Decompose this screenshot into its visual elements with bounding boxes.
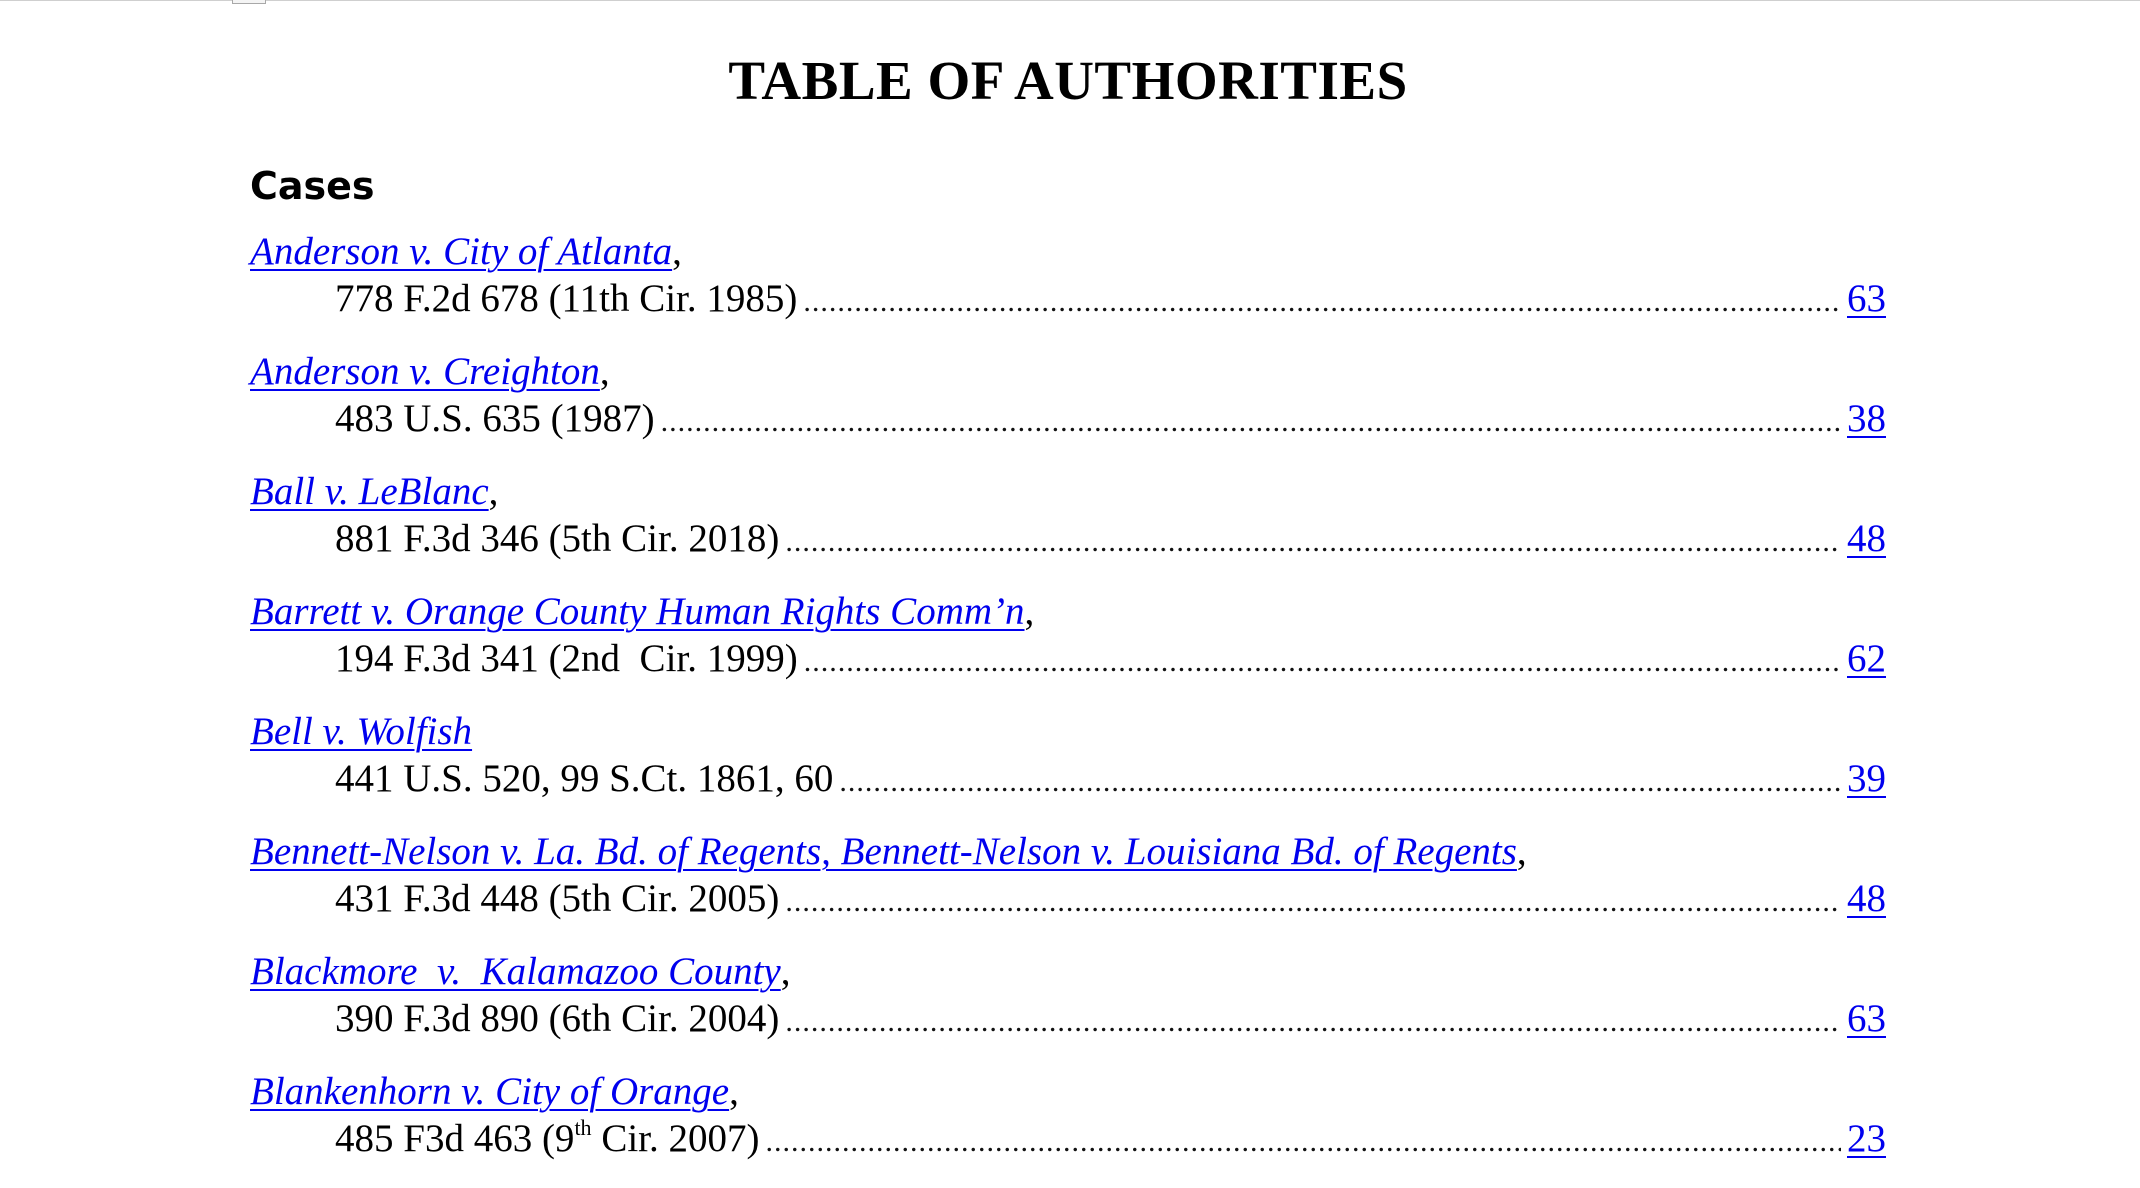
dot-leader — [785, 519, 1841, 565]
dot-leader — [803, 279, 1841, 325]
page-reference-link[interactable]: 62 — [1847, 637, 1886, 680]
citation-line — [250, 996, 1886, 1042]
case-name-line — [250, 348, 1886, 396]
citation-text — [335, 1116, 759, 1162]
case-name-link[interactable]: Blackmore v. Kalamazoo County — [250, 950, 781, 993]
citation-text — [335, 276, 797, 322]
case-name-link[interactable]: Ball v. LeBlanc — [250, 470, 489, 513]
citation-main: 194 F.3d 341 (2nd Cir. 1999) — [335, 637, 798, 680]
section-heading-cases: Cases — [250, 164, 375, 208]
dot-leader — [839, 759, 1841, 805]
case-name-line — [250, 708, 1886, 756]
citation-main: 881 F.3d 346 (5th Cir. 2018) — [335, 517, 780, 560]
citation-text — [335, 636, 798, 682]
authority-entry — [250, 828, 1886, 948]
case-trailing-comma: , — [1024, 590, 1035, 633]
authority-entry — [250, 1068, 1886, 1188]
citation-main: 431 F.3d 448 (5th Cir. 2005) — [335, 877, 780, 920]
citation-superscript: th — [574, 1115, 592, 1140]
authority-entry — [250, 708, 1886, 828]
case-name-link[interactable]: Bennett-Nelson v. La. Bd. of Regents, Bennett-Nelson v. Louisiana Bd. of Regents — [250, 830, 1517, 873]
citation-line — [250, 516, 1886, 562]
authority-entry — [250, 948, 1886, 1068]
citation-main: 390 F.3d 890 (6th Cir. 2004) — [335, 997, 780, 1040]
case-name-line — [250, 588, 1886, 636]
citation-text — [335, 996, 779, 1042]
case-name-line — [250, 468, 1886, 516]
case-name-link[interactable]: Blankenhorn v. City of Orange — [250, 1070, 730, 1113]
dot-leader — [804, 639, 1841, 685]
dot-leader — [661, 399, 1841, 445]
case-name-link[interactable]: Anderson v. City of Atlanta — [250, 230, 673, 273]
citation-rest: Cir. 2007) — [591, 1117, 760, 1160]
citation-main: 483 U.S. 635 (1987) — [335, 397, 655, 440]
case-name-link[interactable]: Anderson v. Creighton — [250, 350, 600, 393]
page-reference-link[interactable]: 63 — [1847, 277, 1886, 320]
citation-line — [250, 756, 1886, 802]
citation-text — [335, 876, 779, 922]
citation-line — [250, 636, 1886, 682]
page-reference-link[interactable]: 48 — [1847, 877, 1886, 920]
page-reference-link[interactable]: 39 — [1847, 757, 1886, 800]
case-name-line — [250, 828, 1886, 876]
authority-entry — [250, 348, 1886, 468]
citation-text — [335, 396, 655, 442]
page-reference-link[interactable]: 23 — [1847, 1117, 1886, 1160]
authority-entry — [250, 468, 1886, 588]
page-reference-link[interactable]: 38 — [1847, 397, 1886, 440]
page-reference-link[interactable]: 48 — [1847, 517, 1886, 560]
citation-main: 485 F3d 463 (9 — [335, 1117, 575, 1160]
authority-entry — [250, 588, 1886, 708]
citation-line — [250, 876, 1886, 922]
case-name-line — [250, 948, 1886, 996]
case-trailing-comma: , — [1516, 830, 1527, 873]
case-trailing-comma: , — [488, 470, 499, 513]
dot-leader — [765, 1119, 1841, 1165]
page-reference-link[interactable]: 63 — [1847, 997, 1886, 1040]
authorities-list — [250, 228, 1886, 1188]
page-top-border — [0, 0, 2140, 1]
case-trailing-comma: , — [599, 350, 610, 393]
case-trailing-comma: , — [672, 230, 682, 273]
dot-leader — [785, 879, 1841, 925]
case-name-link[interactable]: Barrett v. Orange County Human Rights Comm’n — [250, 590, 1025, 633]
authority-entry — [250, 228, 1886, 348]
citation-text — [335, 756, 833, 802]
page-corner-marker — [232, 0, 266, 4]
case-trailing-comma: , — [729, 1070, 739, 1113]
citation-text — [335, 516, 779, 562]
case-name-line — [250, 228, 1886, 276]
case-name-link[interactable]: Bell v. Wolfish — [250, 710, 473, 753]
citation-main: 441 U.S. 520, 99 S.Ct. 1861, 60 — [335, 757, 834, 800]
citation-main: 778 F.2d 678 (11th Cir. 1985) — [335, 277, 798, 320]
citation-line — [250, 396, 1886, 442]
citation-line — [250, 1116, 1886, 1162]
citation-line — [250, 276, 1886, 322]
dot-leader — [785, 999, 1841, 1045]
page-title: TABLE OF AUTHORITIES — [728, 50, 1408, 111]
case-name-line — [250, 1068, 1886, 1116]
case-trailing-comma: , — [780, 950, 791, 993]
